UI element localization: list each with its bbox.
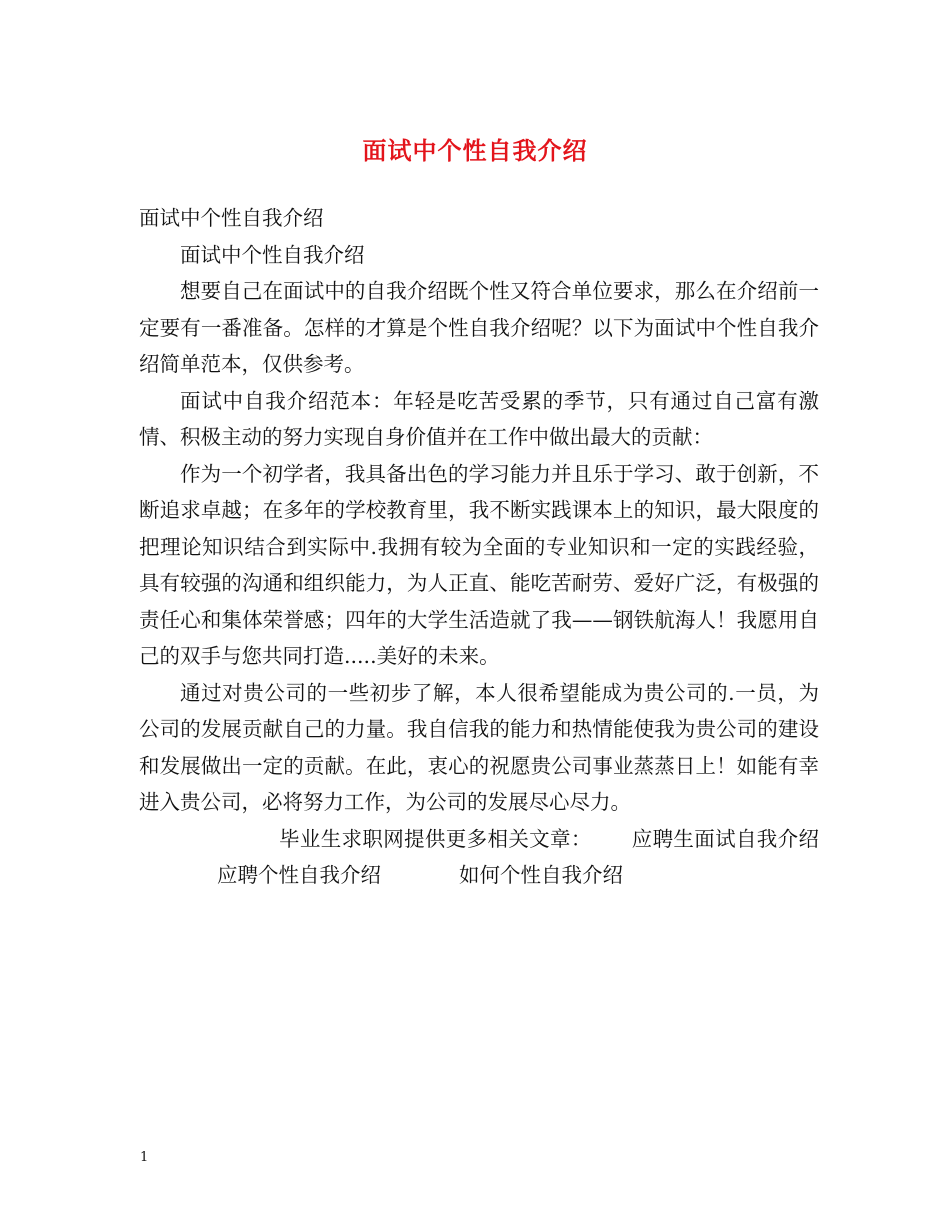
related-link-2[interactable]: 应聘个性自我介绍 <box>217 863 381 887</box>
document-body <box>139 200 819 894</box>
related-articles-lead: 毕业生求职网提供更多相关文章： <box>279 826 592 851</box>
document-title: 面试中个性自我介绍 <box>362 136 588 165</box>
paragraph-heading: 面试中个性自我介绍 <box>139 206 324 230</box>
paragraph-sample-lead: 面试中自我介绍范本：年轻是吃苦受累的季节，只有通过自己富有激情、积极主动的努力实现自身价值并在工作中做出最大的贡献： <box>139 388 819 449</box>
related-link-1[interactable]: 应聘生面试自我介绍 <box>631 826 820 851</box>
related-link-3[interactable]: 如何个性自我介绍 <box>459 863 623 887</box>
related-articles <box>139 821 819 894</box>
paragraph-closing: 通过对贵公司的一些初步了解，本人很希望能成为贵公司的.一员，为公司的发展贡献自己的力量。我自信我的能力和热情能使我为贵公司的建设和发展做出一定的贡献。在此，衷心的祝愿贵公司事业蒸蒸日上！如能有幸进入贵公司，必将努力工作，为公司的发展尽心尽力。 <box>139 680 819 814</box>
paragraph-sample-body: 作为一个初学者，我具备出色的学习能力并且乐于学习、敢于创新，不断追求卓越；在多年的学校教育里，我不断实践课本上的知识，最大限度的把理论知识结合到实际中.我拥有较为全面的专业知识和一定的实践经验，具有较强的沟通和组织能力，为人正直、能吃苦耐劳、爱好广泛，有极强的责任心和集体荣誉感；四年的大学生活造就了我——钢铁航海人！我愿用自己的双手与您共同打造.....美好的未来。 <box>139 461 819 668</box>
page-number: 1 <box>140 1150 149 1165</box>
paragraph-subheading: 面试中个性自我介绍 <box>180 242 365 267</box>
paragraph-intro: 想要自己在面试中的自我介绍既个性又符合单位要求，那么在介绍前一定要有一番准备。怎样的才算是个性自我介绍呢？以下为面试中个性自我介绍简单范本，仅供参考。 <box>139 279 819 376</box>
